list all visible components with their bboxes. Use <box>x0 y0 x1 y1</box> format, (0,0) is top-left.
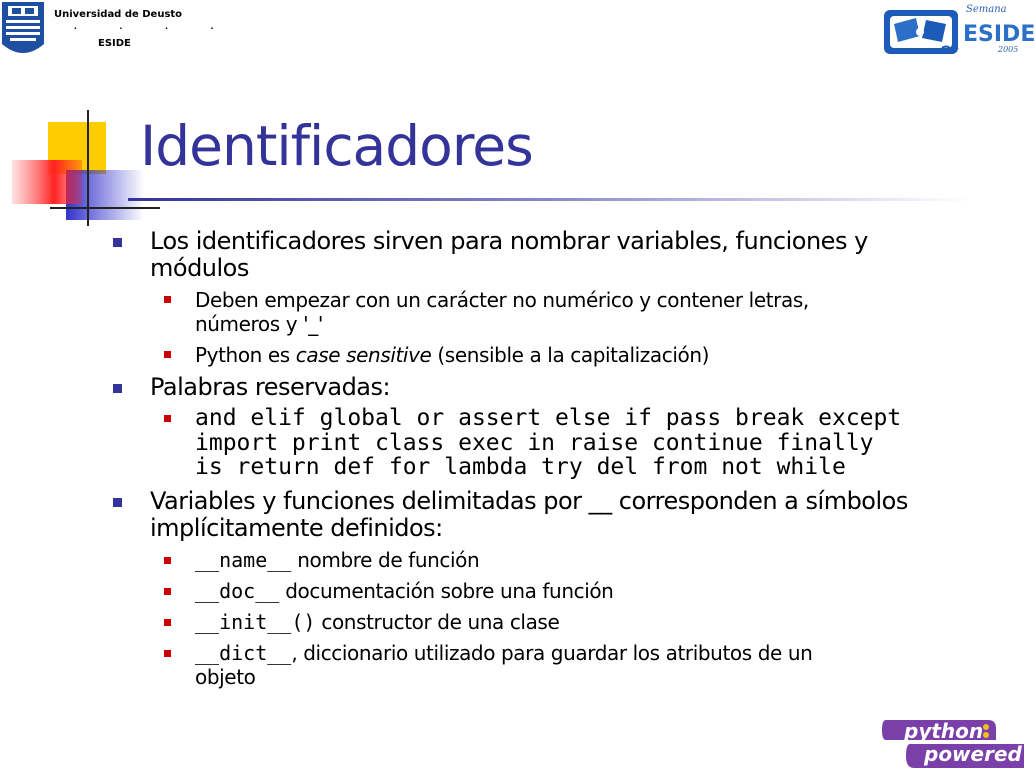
sub-bullet-square-icon <box>164 296 171 303</box>
sub-bullet-dict <box>195 641 995 689</box>
sub-bullet-square-icon <box>164 650 171 657</box>
code-identifier: __init__() <box>195 610 316 634</box>
code-line: is return def for lambda try del from not while <box>195 454 846 480</box>
sub-bullet-text: constructor de una clase <box>315 610 560 634</box>
python-badge-text-bottom: powered <box>924 742 1022 766</box>
sub-bullet-case-sensitive <box>195 343 995 367</box>
sub-bullet-text-continued: números y '_' <box>195 312 323 336</box>
university-name: Universidad de Deusto <box>54 9 183 20</box>
reserved-words-code <box>195 406 995 480</box>
sub-bullet-start-rule <box>195 288 995 336</box>
bullet-identifiers <box>150 228 1000 282</box>
sub-bullet-square-icon <box>164 351 171 358</box>
sub-bullet-text-suffix: (sensible a la capitalización) <box>431 343 710 367</box>
bullet-text-continued: implícitamente definidos: <box>150 514 443 542</box>
bullet-text: Palabras reservadas: <box>150 373 391 401</box>
bullet-special-symbols <box>150 488 1000 542</box>
sub-bullet-square-icon <box>164 588 171 595</box>
bullet-square-icon <box>113 238 122 247</box>
sub-bullet-text: nombre de función <box>291 548 480 572</box>
code-identifier: __name__ <box>195 548 292 572</box>
code-line: import print class exec in raise continue finally <box>195 429 874 456</box>
event-logo-semana: Semana <box>966 4 1007 15</box>
sub-bullet-text: documentación sobre una función <box>279 579 614 603</box>
event-logo-name: ESIDE <box>963 22 1035 47</box>
slide-title: Identificadores <box>140 114 533 178</box>
bullet-text: Variables y funciones delimitadas por __ corresponden a símbolos <box>150 487 908 515</box>
code-identifier: __doc__ <box>195 579 280 603</box>
python-badge-text-top: python <box>904 719 984 743</box>
sub-bullet-text-prefix: Python es <box>195 343 296 367</box>
bullet-square-icon <box>113 498 122 507</box>
sub-bullet-init <box>195 610 995 634</box>
code-identifier: __dict__ <box>195 641 292 665</box>
sub-bullet-text-continued: objeto <box>195 665 256 689</box>
code-line: and elif global or assert else if pass break except <box>195 405 902 431</box>
sub-bullet-text: , diccionario utilizado para guardar los atributos de un <box>291 641 813 665</box>
bullet-text-continued: módulos <box>150 254 249 282</box>
sub-bullet-text: Deben empezar con un carácter no numérico y contener letras, <box>195 288 809 312</box>
sub-bullet-square-icon <box>164 557 171 564</box>
bullet-square-icon <box>113 384 122 393</box>
bullet-reserved-words <box>150 374 1000 401</box>
bullet-text: Los identificadores sirven para nombrar variables, funciones y <box>150 227 868 255</box>
sub-bullet-square-icon <box>164 415 171 422</box>
sub-bullet-doc <box>195 579 995 603</box>
sub-bullet-text-emphasis: case sensitive <box>295 343 432 367</box>
event-logo-year: 2005 <box>998 45 1019 54</box>
sub-bullet-name <box>195 548 995 572</box>
university-dots: . . . . <box>74 21 234 32</box>
university-school: ESIDE <box>98 38 131 49</box>
sub-bullet-square-icon <box>164 619 171 626</box>
